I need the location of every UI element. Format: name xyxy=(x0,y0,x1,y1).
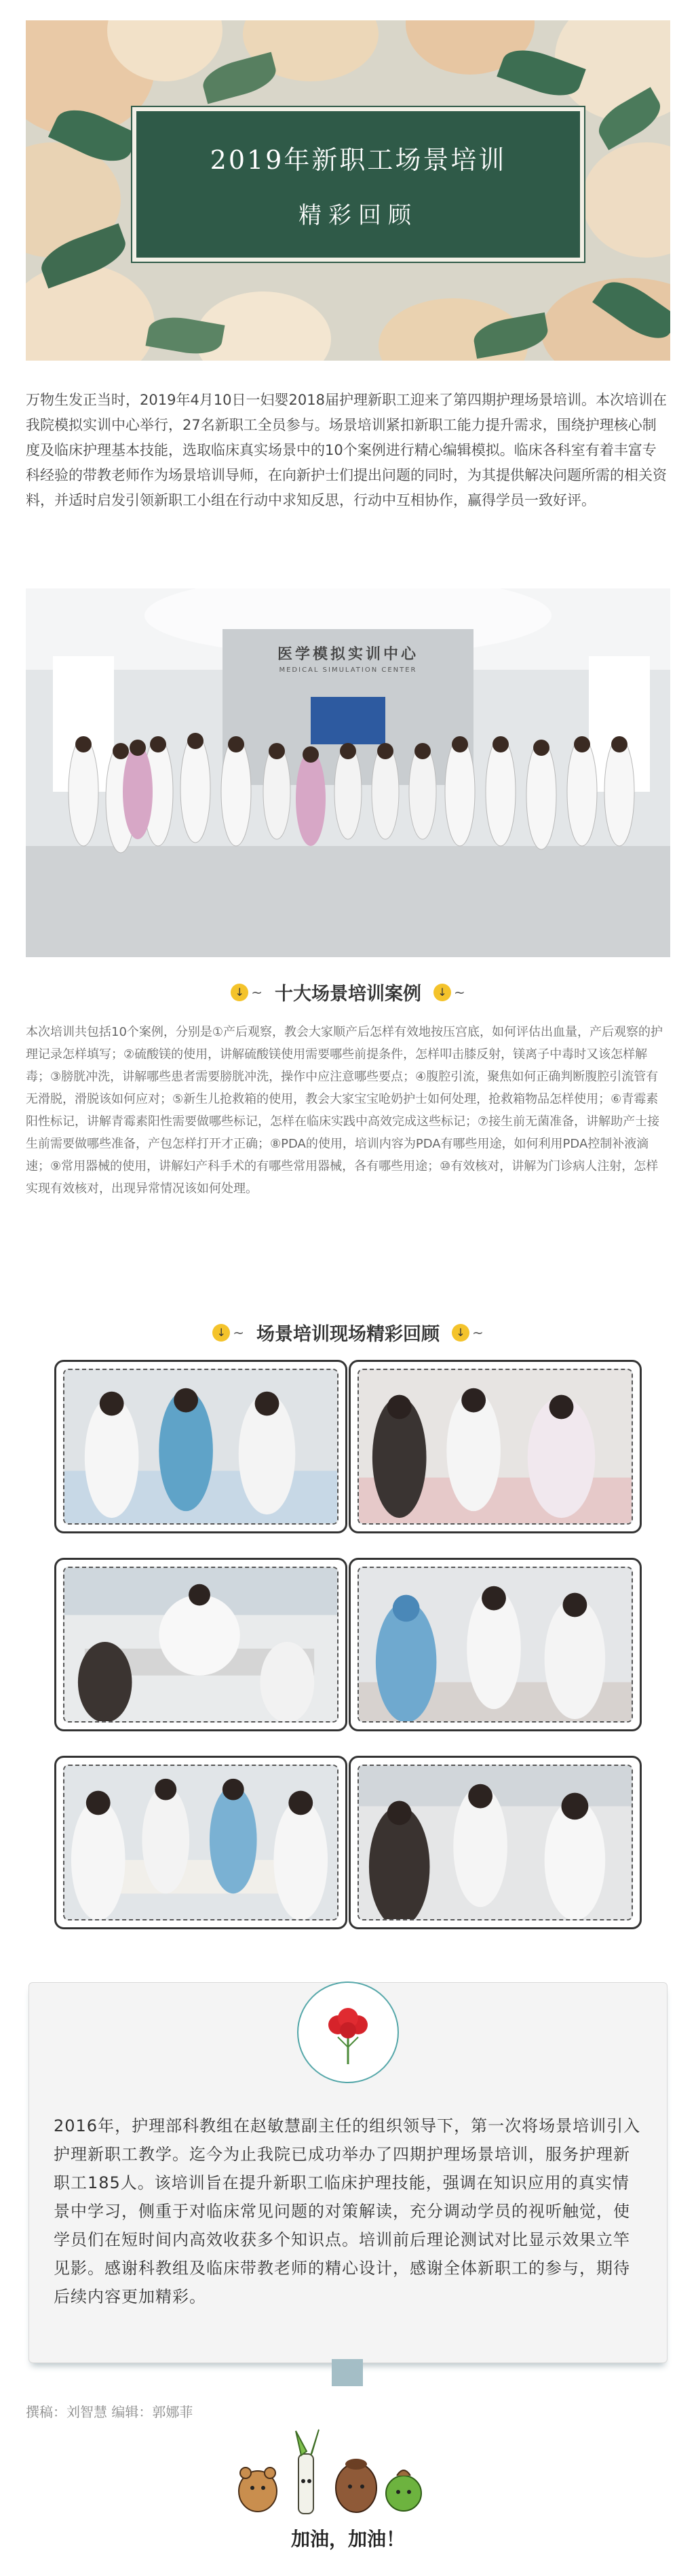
training-photo xyxy=(54,1756,347,1929)
training-photo xyxy=(349,1756,642,1929)
arrow-down-icon: ↓ xyxy=(433,984,451,1001)
training-photo xyxy=(54,1360,347,1533)
cases-heading: ↓ ~ 十大场景培训案例 ↓ ~ xyxy=(0,979,696,1005)
cases-paragraph: 本次培训共包括10个案例，分别是①产后观察，教会大家顺产后怎样有效地按压宫底，如何评估出血量，产后观察的护理记录怎样填写；②硫酸镁的使用，讲解硫酸镁使用需要哪些前提条件，怎样叩击膝反射，镁离子中毒时又该怎样解毒；③膀胱冲洗，讲解哪些患者需要膀胱冲洗，操作中应注意哪些要点；④腹腔引流，聚焦如何正确判断腹腔引流管有无滑脱，滑脱该如何应对；⑤新生儿抢救箱的使用，教会大家宝宝呛奶护士如何处理，抢救箱物品怎样使用；⑥青霉素阳性标记，讲解青霉素阳性需要做哪些标记，怎样在临床实践中高效完成这些标记；⑦接生前无菌准备，讲解助产士接生前需要做哪些准备，产包怎样打开才正确；⑧PDA的使用，培训内容为PDA有哪些用途，如何利用PDA控制补液滴速；⑨常用器械的使用，讲解妇产科手术的有哪些常用器械，各有哪些用途；⑩有效核对，讲解为门诊病人注射，怎样实现有效核对，出现异常情况该如何处理。 xyxy=(26,1025,663,1196)
summary-card xyxy=(28,1982,668,2363)
mascot-icon xyxy=(231,2427,465,2522)
carnation-icon xyxy=(297,1981,399,2083)
section-title: 场景培训现场精彩回顾 xyxy=(256,1324,440,1345)
header-banner xyxy=(26,20,670,361)
review-heading: ↓ ~ 场景培训现场精彩回顾 ↓ ~ xyxy=(0,1319,696,1346)
summary-paragraph: 2016年，护理部科教组在赵敏慧副主任的组织领导下，第一次将场景培训引入护理新职工教学。迄今为止我院已成功举办了四期护理场景培训，服务护理新职工185人。该培训旨在提升新职工临床护理技能，强调在知识应用的真实情景中学习，侧重于对临床常见问题的对策解读，充分调动学员的视听触觉，使学员们在短时间内高效收获多个知识点。培训前后理论测试对比显示效果立竿见影。感谢科教组及临床带教老师的精心设计，感谢全体新职工的参与，期待后续内容更加精彩。 xyxy=(54,2116,641,2306)
intro-paragraph: 万物生发正当时，2019年4月10日一妇婴2018届护理新职工迎来了第四期护理场景培训。本次培训在我院模拟实训中心举行，27名新职工全员参与。场景培训紧扣新职工能力提升需求，围绕护理核心制度及临床护理基本技能，选取临床真实场景中的10个案例进行精心编辑模拟。临床各科室有着丰富专科经验的带教老师作为场景培训导师，在向新护士们提出问题的同时，为其提供解决问题所需的相关资料，并适时启发引领新职工小组在行动中求知反思，行动中互相协作，赢得学员一致好评。 xyxy=(26,392,667,508)
page-subtitle: 精彩回顾 xyxy=(298,202,418,229)
arrow-down-icon: ↓ xyxy=(452,1324,469,1342)
arrow-down-icon: ↓ xyxy=(231,984,248,1001)
section-title: 十大场景培训案例 xyxy=(275,984,421,1005)
page-title: 2019年新职工场景培训 xyxy=(210,145,507,175)
training-photo xyxy=(349,1558,642,1731)
arrow-down-icon: ↓ xyxy=(212,1324,230,1342)
card-stub xyxy=(332,2359,363,2386)
group-photo xyxy=(26,588,670,957)
credits: 撰稿：刘智慧 编辑：郭娜菲 xyxy=(26,2404,193,2420)
title-board xyxy=(132,107,584,262)
training-photo xyxy=(349,1360,642,1533)
cheer-text: 加油，加油！ xyxy=(290,2528,405,2550)
simulation-center-sign: 医学模拟实训中心 MEDICAL SIMULATION CENTER xyxy=(277,646,419,674)
training-photo xyxy=(54,1558,347,1731)
